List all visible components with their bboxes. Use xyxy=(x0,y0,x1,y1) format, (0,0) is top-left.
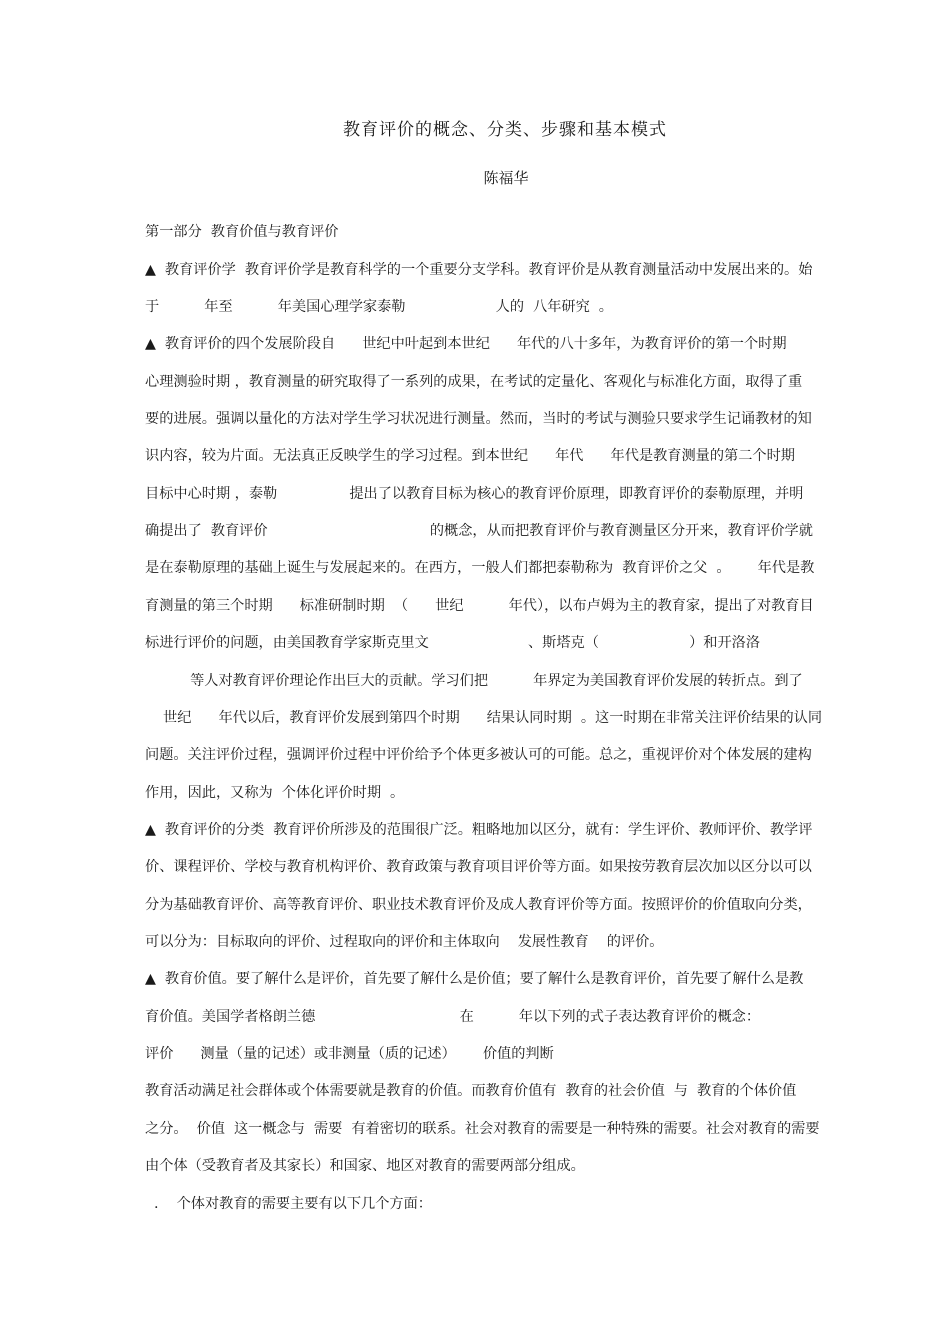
formula-line: 评价 测量（量的记述）或非测量（质的记述） 价值的判断 xyxy=(145,1046,554,1062)
paragraph-line: 作用，因此，又称为 个体化评价时期 。 xyxy=(145,785,405,801)
paragraph-line: ▲ 教育价值。要了解什么是评价，首先要了解什么是价值；要了解什么是教育评价，首先要了解什么是教 xyxy=(145,971,804,987)
paragraph-line: 价、课程评价、学校与教育机构评价、教育政策与教育项目评价等方面。如果按劳教育层次加以区分以可以 xyxy=(145,859,812,875)
paragraph-line: 问题。关注评价过程，强调评价过程中评价给予个体更多被认可的可能。总之，重视评价对个体发展的建构 xyxy=(145,747,812,763)
paragraph-line: 世纪 年代以后，教育评价发展到第四个时期 结果认同时期 。这一时期在非常关注评价结果的认同 xyxy=(145,710,823,726)
paragraph-line: 可以分为：目标取向的评价、过程取向的评价和主体取向 发展性教育 的评价。 xyxy=(145,934,664,950)
list-item: . 个体对教育的需要主要有以下几个方面： xyxy=(145,1196,432,1212)
document-author: 陈福华 xyxy=(483,169,529,187)
document-title: 教育评价的概念、分类、步骤和基本模式 xyxy=(343,120,667,140)
paragraph-line: 是在泰勒原理的基础上诞生与发展起来的。在西方，一般人们都把泰勒称为 教育评价之父 。 年代是教 xyxy=(145,560,815,576)
paragraph-line: 等人对教育评价理论作出巨大的贡献。学习们把 年界定为美国教育评价发展的转折点。到了 xyxy=(145,673,803,689)
paragraph-line: 教育活动满足社会群体或个体需要就是教育的价值。而教育价值有 教育的社会价值 与 教育的个体价值 xyxy=(145,1083,797,1099)
paragraph-line: 由个体（受教育者及其家长）和国家、地区对教育的需要两部分组成。 xyxy=(145,1158,585,1174)
paragraph-line: 于 年至 年美国心理学家泰勒 人的 八年研究 。 xyxy=(145,299,613,315)
paragraph-line: 标进行评价的问题，由美国教育学家斯克里文 、斯塔克（ ）和开洛洛 xyxy=(145,635,761,651)
paragraph-line: 确提出了 教育评价 的概念，从而把教育评价与教育测量区分开来，教育评价学就 xyxy=(145,523,813,539)
paragraph-line: 心理测验时期 ，教育测量的研究取得了一系列的成果，在考试的定量化、客观化与标准化方面，取得了重 xyxy=(145,374,803,390)
paragraph-line: ▲ 教育评价的分类 教育评价所涉及的范围很广泛。粗略地加以区分，就有：学生评价、教师评价、教学评 xyxy=(145,822,813,838)
paragraph-line: ▲ 教育评价学 教育评价学是教育科学的一个重要分支学科。教育评价是从教育测量活动中发展出来的。始 xyxy=(145,262,813,278)
paragraph-line: 之分。 价值 这一概念与 需要 有着密切的联系。社会对教育的需要是一种特殊的需要。社会对教育的需要 xyxy=(145,1121,820,1137)
paragraph-line: ▲ 教育评价的四个发展阶段自 世纪中叶起到本世纪 年代的八十多年，为教育评价的第一个时期 xyxy=(145,336,787,352)
paragraph-line: 识内容，较为片面。无法真正反映学生的学习过程。到本世纪 年代 年代是教育测量的第二个时期 xyxy=(145,448,795,464)
paragraph-line: 育测量的第三个时期 标准研制时期 （ 世纪 年代），以布卢姆为主的教育家，提出了对教育目 xyxy=(145,598,814,614)
paragraph-line: 目标中心时期 ，泰勒 提出了以教育目标为核心的教育评价原理，即教育评价的泰勒原理，并明 xyxy=(145,486,804,502)
section-heading: 第一部分 教育价值与教育评价 xyxy=(145,224,339,240)
paragraph-line: 育价值。美国学者格朗兰德 在 年以下列的式子表达教育评价的概念： xyxy=(145,1009,761,1025)
paragraph-line: 要的进展。强调以量化的方法对学生学习状况进行测量。然而，当时的考试与测验只要求学生记诵教材的知 xyxy=(145,411,812,427)
paragraph-line: 分为基础教育评价、高等教育评价、职业技术教育评价及成人教育评价等方面。按照评价的价值取向分类， xyxy=(145,897,812,913)
